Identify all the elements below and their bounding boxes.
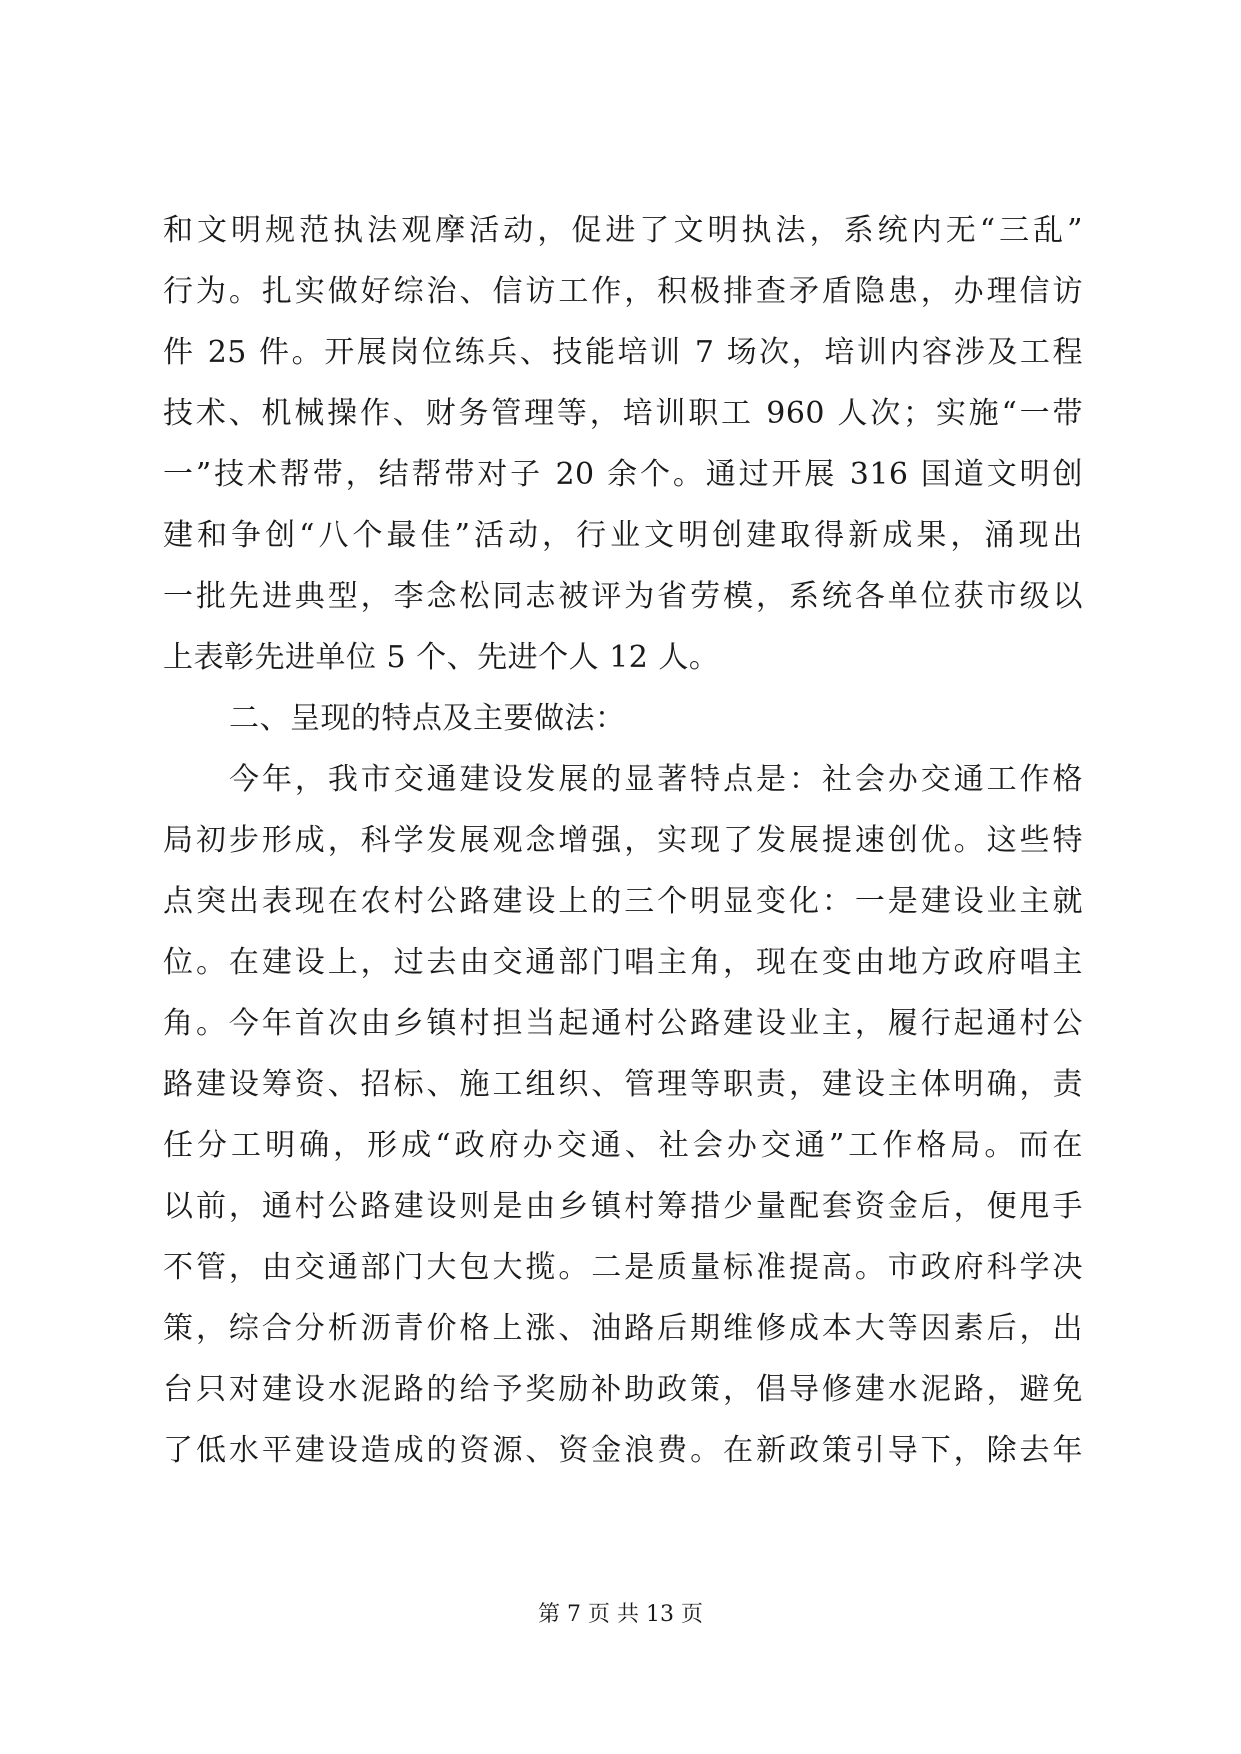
- text-line: 以前，通村公路建设则是由乡镇村筹措少量配套资金后，便甩手: [163, 1189, 1083, 1224]
- text-line: 了低水平建设造成的资源、资金浪费。在新政策引导下，除去年: [163, 1433, 1083, 1468]
- text-line: 件 25 件。开展岗位练兵、技能培训 7 场次，培训内容涉及工程: [163, 335, 1083, 370]
- text-line: 点突出表现在农村公路建设上的三个明显变化：一是建设业主就: [163, 884, 1083, 919]
- body-text: [163, 200, 1083, 1481]
- text-line: 一批先进典型，李念松同志被评为省劳模，系统各单位获市级以: [163, 579, 1083, 614]
- paragraph-first-line: 今年，我市交通建设发展的显著特点是：社会办交通工作格: [229, 762, 1083, 797]
- text-line: 局初步形成，科学发展观念增强，实现了发展提速创优。这些特: [163, 823, 1083, 858]
- text-line: 不管，由交通部门大包大揽。二是质量标准提高。市政府科学决: [163, 1250, 1083, 1285]
- text-line: 策，综合分析沥青价格上涨、油路后期维修成本大等因素后，出: [163, 1311, 1083, 1346]
- text-line: 任分工明确，形成“政府办交通、社会办交通”工作格局。而在: [163, 1128, 1083, 1163]
- text-line: 建和争创“八个最佳”活动，行业文明创建取得新成果，涌现出: [163, 518, 1083, 553]
- text-line: 角。今年首次由乡镇村担当起通村公路建设业主，履行起通村公: [163, 1006, 1083, 1041]
- page-number-label: 第 7 页 共 13 页: [538, 1602, 703, 1627]
- text-line: 台只对建设水泥路的给予奖励补助政策，倡导修建水泥路，避免: [163, 1372, 1083, 1407]
- section-heading: 二、呈现的特点及主要做法：: [229, 701, 626, 736]
- text-line: 技术、机械操作、财务管理等，培训职工 960 人次；实施“一带: [163, 396, 1083, 431]
- text-line: 一”技术帮带，结帮带对子 20 余个。通过开展 316 国道文明创: [163, 457, 1083, 492]
- text-line: 和文明规范执法观摩活动，促进了文明执法，系统内无“三乱”: [163, 213, 1083, 248]
- text-line: 上表彰先进单位 5 个、先进个人 12 人。: [163, 640, 720, 675]
- page-footer: [0, 1600, 1241, 1630]
- text-line: 位。在建设上，过去由交通部门唱主角，现在变由地方政府唱主: [163, 945, 1083, 980]
- text-line: 路建设筹资、招标、施工组织、管理等职责，建设主体明确，责: [163, 1067, 1083, 1102]
- text-line: 行为。扎实做好综治、信访工作，积极排查矛盾隐患，办理信访: [163, 274, 1083, 309]
